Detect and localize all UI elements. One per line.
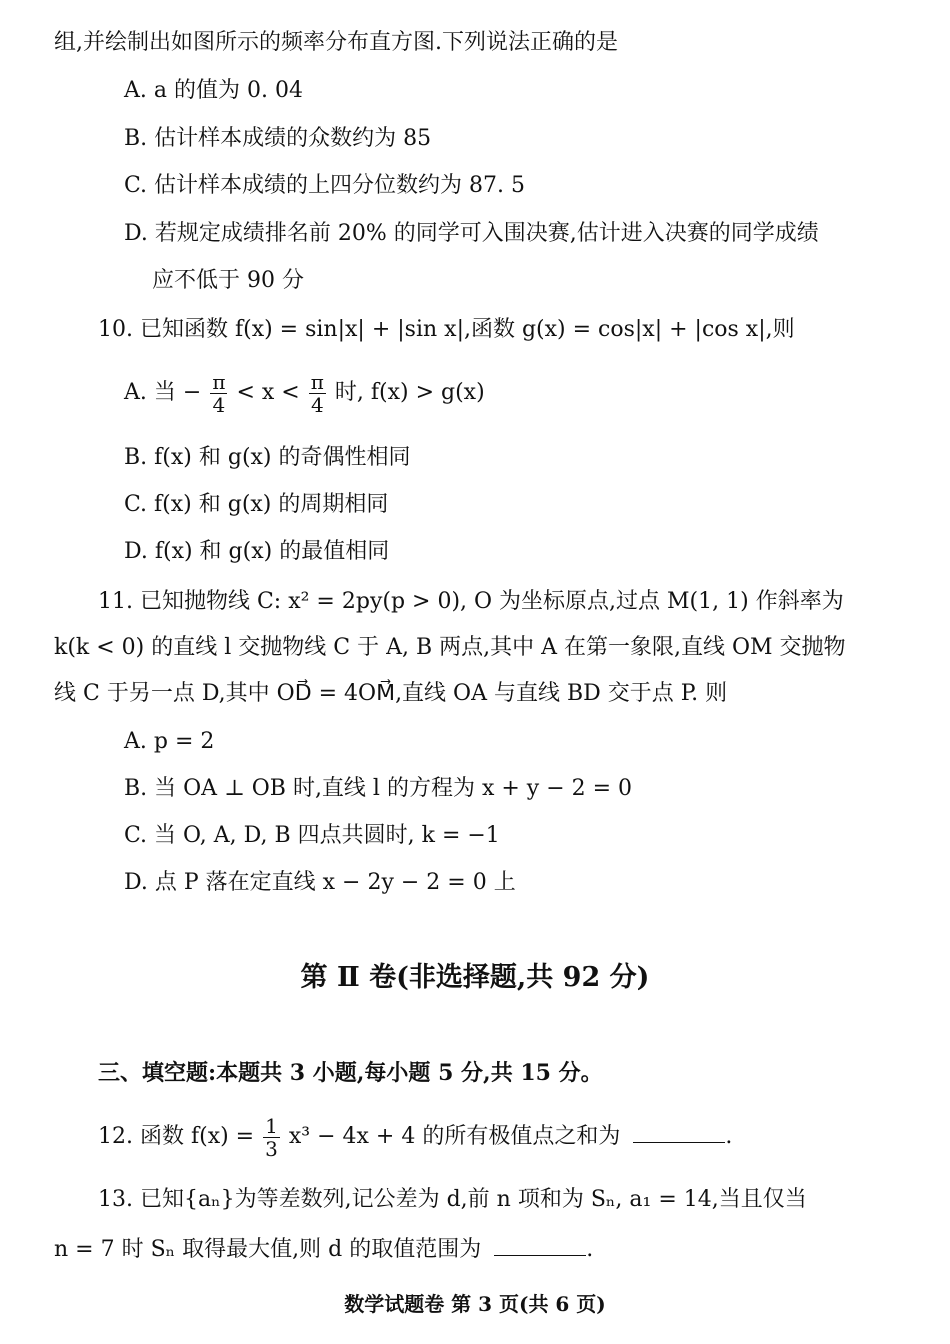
fraction-numerator: π: [310, 369, 324, 394]
q11-option-a: A. p = 2: [124, 729, 215, 754]
q12-answer-blank[interactable]: [633, 1120, 725, 1143]
q10-option-a: [124, 368, 485, 418]
section-title: 第 Ⅱ 卷(非选择题,共 92 分): [300, 962, 650, 993]
q9-option-d: D. 若规定成绩排名前 20% 的同学可入围决赛,估计进入决赛的同学成绩: [124, 221, 819, 246]
q13-end: .: [586, 1237, 594, 1262]
q12-fraction: [263, 1115, 280, 1160]
q10-option-a-prefix: A. 当 −: [124, 380, 202, 405]
q11-stem-line-1: 11. 已知抛物线 C: x² = 2py(p > 0), O 为坐标原点,过点 M(1, 1) 作斜率为: [98, 589, 844, 614]
q13-answer-blank[interactable]: [494, 1233, 586, 1256]
q10-option-d: D. f(x) 和 g(x) 的最值相同: [124, 539, 390, 564]
fraction-denominator: 4: [310, 392, 324, 417]
q9-option-b: B. 估计样本成绩的众数约为 85: [124, 126, 432, 151]
q11-option-d: D. 点 P 落在定直线 x − 2y − 2 = 0 上: [124, 870, 516, 895]
q12-stem: [98, 1108, 732, 1166]
q9-option-a: A. a 的值为 0. 04: [124, 78, 303, 103]
q9-stem-tail: 组,并绘制出如图所示的频率分布直方图.下列说法正确的是: [54, 30, 618, 55]
q9-option-d-continued: 应不低于 90 分: [152, 268, 304, 293]
q11-option-c: C. 当 O, A, D, B 四点共圆时, k = −1: [124, 823, 500, 848]
q12-prefix: 12. 函数 f(x) =: [98, 1124, 255, 1149]
page-footer: 数学试题卷 第 3 页(共 6 页): [344, 1292, 606, 1316]
q13-line-1: 13. 已知{aₙ}为等差数列,记公差为 d,前 n 项和为 Sₙ, a₁ = 14,当且仅当: [98, 1187, 807, 1212]
q13-line-2-text: n = 7 时 Sₙ 取得最大值,则 d 的取值范围为: [54, 1237, 482, 1262]
q13-line-2: [54, 1233, 593, 1265]
q12-end: .: [725, 1124, 733, 1149]
q11-option-b: B. 当 OA ⊥ OB 时,直线 l 的方程为 x + y − 2 = 0: [124, 776, 633, 801]
q9-option-c: C. 估计样本成绩的上四分位数约为 87. 5: [124, 173, 526, 198]
q12-suffix: x³ − 4x + 4 的所有极值点之和为: [288, 1124, 621, 1149]
fraction-numerator: π: [212, 369, 226, 394]
part3-heading: 三、填空题:本题共 3 小题,每小题 5 分,共 15 分。: [98, 1060, 603, 1086]
q10-option-a-mid: < x <: [236, 380, 300, 405]
q10-option-c: C. f(x) 和 g(x) 的周期相同: [124, 492, 389, 517]
q11-stem-line-2: k(k < 0) 的直线 l 交抛物线 C 于 A, B 两点,其中 A 在第一象限,直线 OM 交抛物: [54, 635, 846, 660]
q11-stem-line-3: 线 C 于另一点 D,其中 OD⃗ = 4OM⃗,直线 OA 与直线 BD 交于点 P. 则: [54, 681, 728, 706]
q10-fraction-right: [309, 371, 326, 416]
q10-fraction-left: [210, 371, 227, 416]
fraction-denominator: 3: [265, 1136, 278, 1161]
fraction-numerator: 1: [265, 1113, 278, 1138]
q10-stem: 10. 已知函数 f(x) = sin|x| + |sin x|,函数 g(x) = cos|x| + |cos x|,则: [98, 317, 795, 342]
fraction-denominator: 4: [212, 392, 226, 417]
q10-option-a-suffix: 时, f(x) > g(x): [334, 380, 485, 405]
q10-option-b: B. f(x) 和 g(x) 的奇偶性相同: [124, 445, 411, 470]
